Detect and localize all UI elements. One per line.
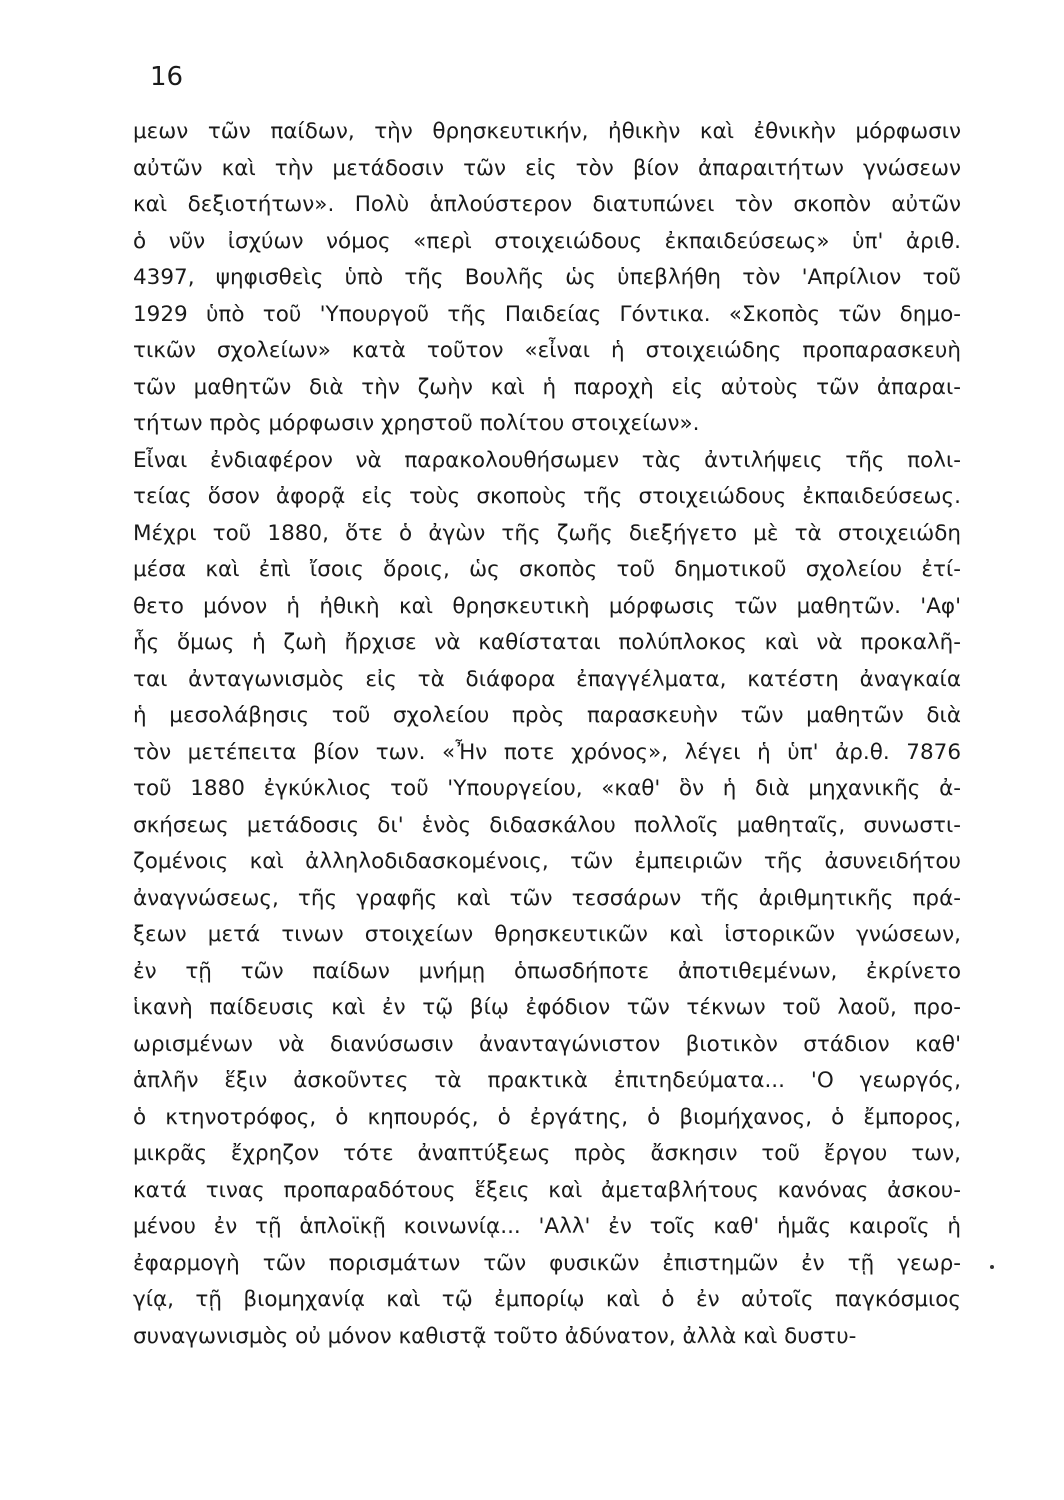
text-line: ἱκανὴ παίδευσις καὶ ἐν τῷ βίῳ ἐφόδιον τῶν τέκνων τοῦ λαοῦ, προ- [133, 995, 961, 1020]
text-line: ἧς ὅμως ἡ ζωὴ ἤρχισε νὰ καθίσταται πολύπλοκος καὶ νὰ προκαλῆ- [133, 630, 961, 655]
text-line: μικρᾶς ἔχρηζον τότε ἀναπτύξεως πρὸς ἄσκησιν τοῦ ἔργου των, [133, 1141, 961, 1166]
text-line: ἡ μεσολάβησις τοῦ σχολείου πρὸς παρασκευὴν τῶν μαθητῶν διὰ [133, 703, 961, 728]
text-line: ἀναγνώσεως, τῆς γραφῆς καὶ τῶν τεσσάρων τῆς ἀριθμητικῆς πρά- [133, 885, 961, 911]
text-line: καὶ δεξιοτήτων». Πολὺ ἁπλούστερον διατυπώνει τὸν σκοπὸν αὐτῶν [133, 192, 961, 217]
text-line: μέσα καὶ ἐπὶ ἴσοις ὅροις, ὡς σκοπὸς τοῦ δημοτικοῦ σχολείου ἐτί- [133, 557, 961, 582]
body-text [133, 114, 961, 1355]
text-line: ωρισμένων νὰ διανύσωσιν ἀνανταγώνιστον βιοτικὸν στάδιον καθ' [133, 1031, 961, 1057]
text-line: ξεων μετά τινων στοιχείων θρησκευτικῶν καὶ ἱστορικῶν γνώσεων, [133, 922, 961, 947]
text-line: ται ἀνταγωνισμὸς εἰς τὰ διάφορα ἐπαγγέλματα, κατέστη ἀναγκαία [133, 666, 961, 692]
text-line: κατά τινας προπαραδότους ἕξεις καὶ ἀμεταβλήτους κανόνας ἀσκου- [133, 1177, 961, 1203]
text-line: τήτων πρὸς μόρφωσιν χρηστοῦ πολίτου στοιχείων». [133, 411, 700, 436]
text-line: 4397, ψηφισθεὶς ὑπὸ τῆς Βουλῆς ὡς ὑπεβλήθη τὸν 'Απρίλιον τοῦ [133, 265, 961, 290]
text-line: 1929 ὑπὸ τοῦ 'Υπουργοῦ τῆς Παιδείας Γόντικα. «Σκοπὸς τῶν δημο- [133, 301, 961, 327]
text-line: ζομένοις καὶ ἀλληλοδιδασκομένοις, τῶν ἐμπειριῶν τῆς ἀσυνειδήτου [133, 849, 961, 874]
text-line: συναγωνισμὸς οὐ μόνον καθιστᾷ τοῦτο ἀδύνατον, ἀλλὰ καὶ δυστυ- [133, 1323, 857, 1349]
text-line: τῶν μαθητῶν διὰ τὴν ζωὴν καὶ ἡ παροχὴ εἰς αὐτοὺς τῶν ἀπαραι- [133, 374, 961, 400]
text-line: σκήσεως μετάδοσις δι' ἑνὸς διδασκάλου πολλοῖς μαθηταῖς, συνωστι- [133, 812, 961, 838]
text-line: μεων τῶν παίδων, τὴν θρησκευτικήν, ἠθικὴν καὶ ἐθνικὴν μόρφωσιν [133, 119, 961, 144]
text-line: ἐφαρμογὴ τῶν πορισμάτων τῶν φυσικῶν ἐπιστημῶν ἐν τῇ γεωρ- [133, 1250, 961, 1276]
text-line: τοῦ 1880 ἐγκύκλιος τοῦ 'Υπουργείου, «καθ' ὃν ἡ διὰ μηχανικῆς ἀ- [133, 776, 961, 801]
text-line: Εἶναι ἐνδιαφέρον νὰ παρακολουθήσωμεν τὰς ἀντιλήψεις τῆς πολι- [133, 447, 961, 473]
text-line: θετο μόνον ἡ ἠθικὴ καὶ θρησκευτικὴ μόρφωσις τῶν μαθητῶν. 'Αφ' [133, 593, 961, 619]
text-line: ὁ νῦν ἰσχύων νόμος «περὶ στοιχειώδους ἐκπαιδεύσεως» ὑπ' ἀριθ. [133, 228, 961, 254]
text-line: τὸν μετέπειτα βίον των. «Ἦν ποτε χρόνος», λέγει ἡ ὑπ' ἀρ.θ. 7876 [133, 739, 961, 765]
text-line: μένου ἐν τῇ ἁπλοϊκῇ κοινωνίᾳ... 'Αλλ' ἐν τοῖς καθ' ἡμᾶς καιροῖς ἡ [133, 1214, 961, 1239]
margin-dot [990, 1265, 994, 1269]
text-line: τικῶν σχολείων» κατὰ τοῦτον «εἶναι ἡ στοιχειώδης προπαρασκευὴ [133, 338, 961, 363]
text-line: ἁπλῆν ἕξιν ἀσκοῦντες τὰ πρακτικὰ ἐπιτηδεύματα... 'Ο γεωργός, [133, 1068, 961, 1093]
text-line: ἐν τῇ τῶν παίδων μνήμῃ ὁπωσδήποτε ἀποτιθεμένων, ἐκρίνετο [133, 958, 961, 984]
text-line: γίᾳ, τῇ βιομηχανίᾳ καὶ τῷ ἐμπορίῳ καὶ ὁ ἐν αὐτοῖς παγκόσμιος [133, 1287, 961, 1312]
page-number: 16 [150, 62, 184, 92]
text-line: ὁ κτηνοτρόφος, ὁ κηπουρός, ὁ ἐργάτης, ὁ βιομήχανος, ὁ ἔμπορος, [133, 1104, 961, 1130]
text-line: Μέχρι τοῦ 1880, ὅτε ὁ ἀγὼν τῆς ζωῆς διεξήγετο μὲ τὰ στοιχειώδη [133, 520, 961, 546]
text-line: τείας ὅσον ἀφορᾷ εἰς τοὺς σκοποὺς τῆς στοιχειώδους ἐκπαιδεύσεως. [133, 484, 961, 509]
text-line: αὐτῶν καὶ τὴν μετάδοσιν τῶν εἰς τὸν βίον ἀπαραιτήτων γνώσεων [133, 155, 961, 181]
